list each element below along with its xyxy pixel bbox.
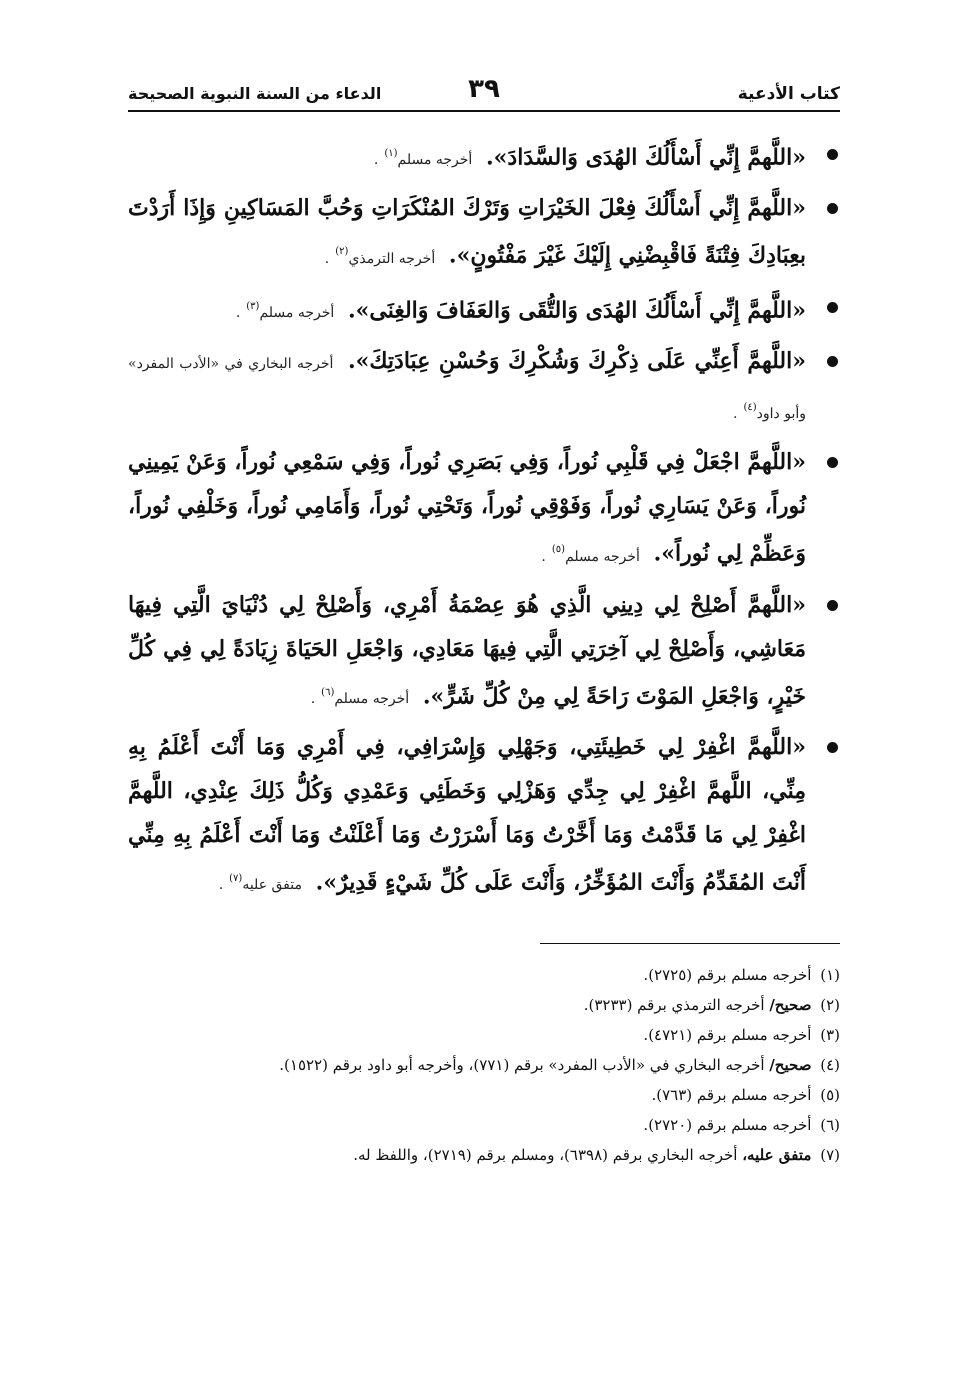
dua-source: أخرجه مسلم: [397, 152, 473, 169]
dua-text: «اللَّهمَّ اغْفِرْ لِي خَطِيئَتِي، وَجَهْلِي وَإِسْرَافِي، فِي أَمْرِي وَمَا أَنْتَ أَعْلَمُ بِهِ مِنِّي، اللَّهمَّ اغْفِرْ لِي جِدِّي وَهَزْلِي وَخَطَئِي وَعَمْدِي وَكُلُّ ذَلِكَ عِنْدِي، اللَّهمَّ اغْفِرْ لِي مَا قَدَّمْتُ وَمَا أَخَّرْتُ وَمَا أَسْرَرْتُ وَمَا أَعْلَنْتُ وَمَا أَنْتَ أَعْلَمُ بِهِ مِنِّي أَنْتَ المُقَدِّمُ وَأَنْتَ المُؤَخِّرُ، وَأَنْتَ عَلَى كُلِّ شَيْءٍ قَدِيرٌ».: [128, 733, 806, 896]
bullet-icon: [827, 600, 838, 611]
footnote-text: أخرجه مسلم برقم (٤٧٢١).: [643, 1026, 812, 1045]
dua-end: .: [310, 690, 316, 707]
bullet-icon: [827, 203, 838, 214]
dua-item: [128, 440, 840, 578]
dua-source: أخرجه الترمذي: [348, 250, 436, 267]
book-page: [128, 70, 840, 1360]
dua-source: متفق عليه: [242, 877, 302, 894]
dua-item: [128, 725, 840, 907]
dua-end: .: [373, 152, 379, 169]
dua-end: .: [218, 877, 224, 894]
dua-text: «اللَّهمَّ أَصْلِحْ لِي دِينِي الَّذِي هُوَ عِصْمَةُ أَمْرِي، وَأَصْلِحْ لِي دُنْيَايَ الَّتِي فِيهَا مَعَاشِي، وَأَصْلِحْ لِي آخِرَتِي الَّتِي فِيهَا مَعَادِي، وَاجْعَلِ الحَيَاةَ زِيَادَةً لِي فِي كُلِّ خَيْرٍ، وَاجْعَلِ المَوْتَ رَاحَةً لِي مِنْ كُلِّ شَرٍّ».: [128, 591, 806, 709]
footnote: [128, 1110, 840, 1140]
footnote-number: (٣): [820, 1026, 840, 1045]
footnote-ref: (٤): [743, 401, 757, 413]
footnote-ref: (٣): [246, 300, 260, 312]
footnote-text: أخرجه مسلم برقم (٢٧٢٠).: [643, 1116, 812, 1135]
dua-item: [128, 583, 840, 721]
book-title: كتاب الأدعية: [737, 84, 840, 104]
footnote-number: (٥): [820, 1086, 840, 1105]
dua-end: .: [541, 548, 546, 565]
footnotes: [128, 960, 840, 1170]
footnote-number: (١): [820, 966, 840, 985]
footnote: [128, 990, 840, 1020]
footnote: [128, 1080, 840, 1110]
footnote-ref: (١): [384, 148, 398, 159]
footnote-text: أخرجه البخاري في «الأدب المفرد» برقم (٧٧١)، وأخرجه أبو داود برقم (١٥٢٢).: [279, 1056, 765, 1075]
footnote-text: أخرجه البخاري برقم (٦٣٩٨)، ومسلم برقم (٢٧١٩)، واللفظ له.: [353, 1146, 738, 1165]
footnote-lead: متفق عليه،: [742, 1146, 812, 1165]
page-number: ٣٩: [468, 74, 500, 104]
footnote-number: (٧): [820, 1146, 840, 1165]
footnote-number: (٢): [820, 996, 840, 1015]
footnote: [128, 1050, 840, 1080]
running-header: [128, 70, 840, 112]
footnote-text: أخرجه مسلم برقم (٧٦٣).: [651, 1086, 812, 1105]
dua-end: .: [324, 250, 330, 267]
dua-text: «اللَّهمَّ إِنِّي أَسْأَلُكَ الهُدَى وَالسَّدَادَ».: [486, 144, 806, 171]
dua-end: .: [733, 406, 738, 423]
footnote-ref: (٥): [551, 544, 566, 556]
footnote-ref: (٧): [229, 872, 243, 884]
bullet-icon: [827, 356, 838, 367]
footnote-text: أخرجه مسلم برقم (٢٧٢٥).: [643, 966, 812, 985]
bullet-icon: [827, 302, 838, 313]
footnote-ref: (٢): [335, 246, 349, 258]
footnote-text: أخرجه الترمذي برقم (٣٢٣٣).: [583, 996, 765, 1015]
footnote-number: (٦): [820, 1116, 840, 1135]
footnote: [128, 1140, 840, 1170]
bullet-icon: [827, 457, 838, 468]
footnote-separator: [540, 943, 840, 944]
dua-item: [128, 132, 840, 182]
footnote: [128, 960, 840, 990]
dua-end: .: [235, 304, 241, 321]
dua-item: [128, 186, 840, 280]
dua-source: أخرجه البخاري في «الأدب المفرد» وأبو داود: [128, 355, 806, 423]
footnote: [128, 1020, 840, 1050]
dua-source: أخرجه مسلم: [334, 690, 410, 707]
footnote-lead: صحيح/: [769, 996, 812, 1015]
dua-source: أخرجه مسلم: [565, 548, 640, 565]
bullet-icon: [827, 149, 838, 160]
footnote-lead: صحيح/: [769, 1056, 812, 1075]
dua-text: «اللَّهمَّ أَعِنِّي عَلَى ذِكْرِكَ وَشُكْرِكَ وَحُسْنِ عِبَادَتِكَ».: [347, 347, 807, 374]
footnote-number: (٤): [820, 1056, 840, 1075]
dua-text: «اللَّهمَّ اجْعَلْ فِي قَلْبِي نُوراً، وَفِي بَصَرِي نُوراً، وَفِي سَمْعِي نُوراً، وَعَنْ يَمِينِي نُوراً، وَعَنْ يَسَارِي نُوراً، وَفَوْقِي نُوراً، وَتَحْتِي نُوراً، وَأَمَامِي نُوراً، وَخَلْفِي نُوراً، وَعَظِّمْ لِي نُوراً».: [128, 449, 806, 567]
dua-list: [128, 132, 840, 907]
footnote-ref: (٦): [321, 686, 335, 698]
bullet-icon: [827, 742, 838, 753]
dua-item: [128, 339, 840, 436]
section-title: الدعاء من السنة النبوية الصحيحة: [128, 84, 382, 103]
dua-item: [128, 285, 840, 335]
dua-source: أخرجه مسلم: [259, 304, 335, 321]
dua-text: «اللَّهمَّ إِنِّي أَسْأَلُكَ فِعْلَ الخَيْرَاتِ وَتَرْكَ المُنْكَرَاتِ وَحُبَّ المَسَاكِينِ وَإِذَا أَرَدْتَ بعِبَادِكَ فِتْنَةً فَاقْبِضْنِي إِلَيْكَ غَيْرَ مَفْتُونٍ».: [128, 195, 807, 269]
dua-text: «اللَّهمَّ إِنِّي أَسْأَلُكَ الهُدَى وَالتُّقَى وَالعَفَافَ وَالغِنَى».: [347, 296, 806, 323]
